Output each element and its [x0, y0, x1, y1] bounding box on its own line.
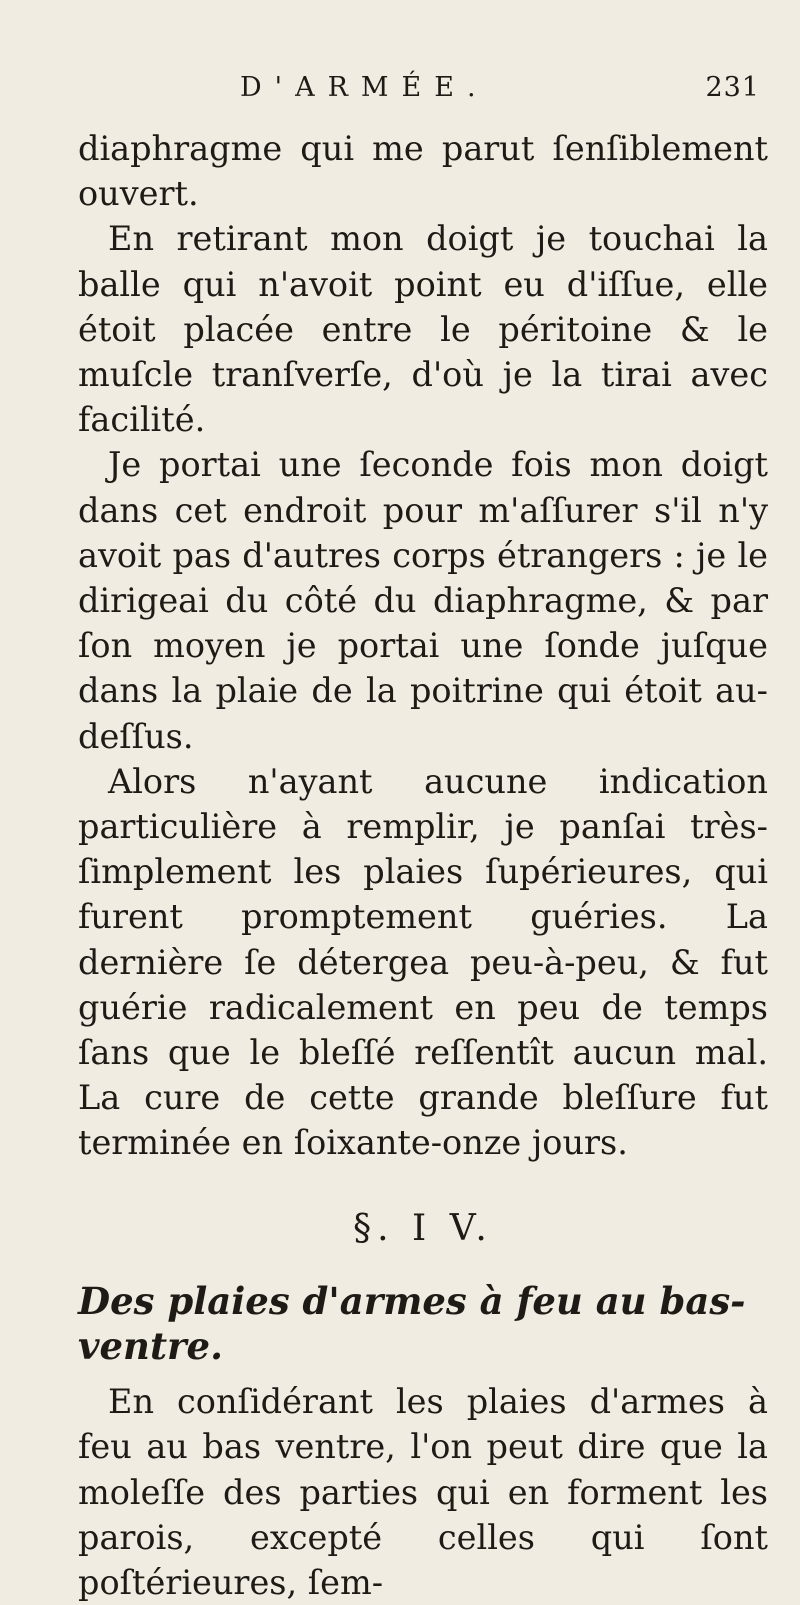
paragraph: En retirant mon doigt je touchai la balle qui n'avoit point eu d'iſſue, elle étoit placée entre le péritoine & le muſcle tranſverſe, d'où je la tirai avec facilité.: [78, 219, 768, 440]
paragraph: Je portai une ſeconde fois mon doigt dans cet endroit pour m'aſſurer s'il n'y avoit pas d'autres corps étrangers : je le dirigeai du côté du diaphragme, & par ſon moyen je portai une ſonde juſque dans la plaie de la poitrine qui étoit au-deſſus.: [78, 445, 768, 756]
page-header: [240, 72, 760, 112]
paragraph: Alors n'ayant aucune indication particulière à remplir, je panſai très-ſimplement les plaies ſupérieures, qui furent promptement guéries. La dernière ſe détergea peu-à-peu, & fut guérie radicalement en peu de temps ſans que le bleſſé reſſentît aucun mal. La cure de cette grande bleſſure fut terminée en ſoixante-onze jours.: [78, 761, 768, 1163]
page-body: [78, 126, 768, 1605]
section-title: Des plaies d'armes à feu au bas-ventre.: [78, 1278, 746, 1369]
paragraph: En conſidérant les plaies d'armes à feu au bas ventre, l'on peut dire que la moleſſe des parties qui en forment les parois, excepté celles qui ſont poſtérieures, ſem-: [78, 1382, 768, 1603]
paragraph-continued: diaphragme qui me parut ſenſiblement ouvert.: [78, 129, 768, 214]
section-number: §. I V.: [353, 1207, 493, 1249]
page-number: 231: [705, 72, 760, 103]
running-title: D'ARMÉE.: [240, 72, 489, 103]
